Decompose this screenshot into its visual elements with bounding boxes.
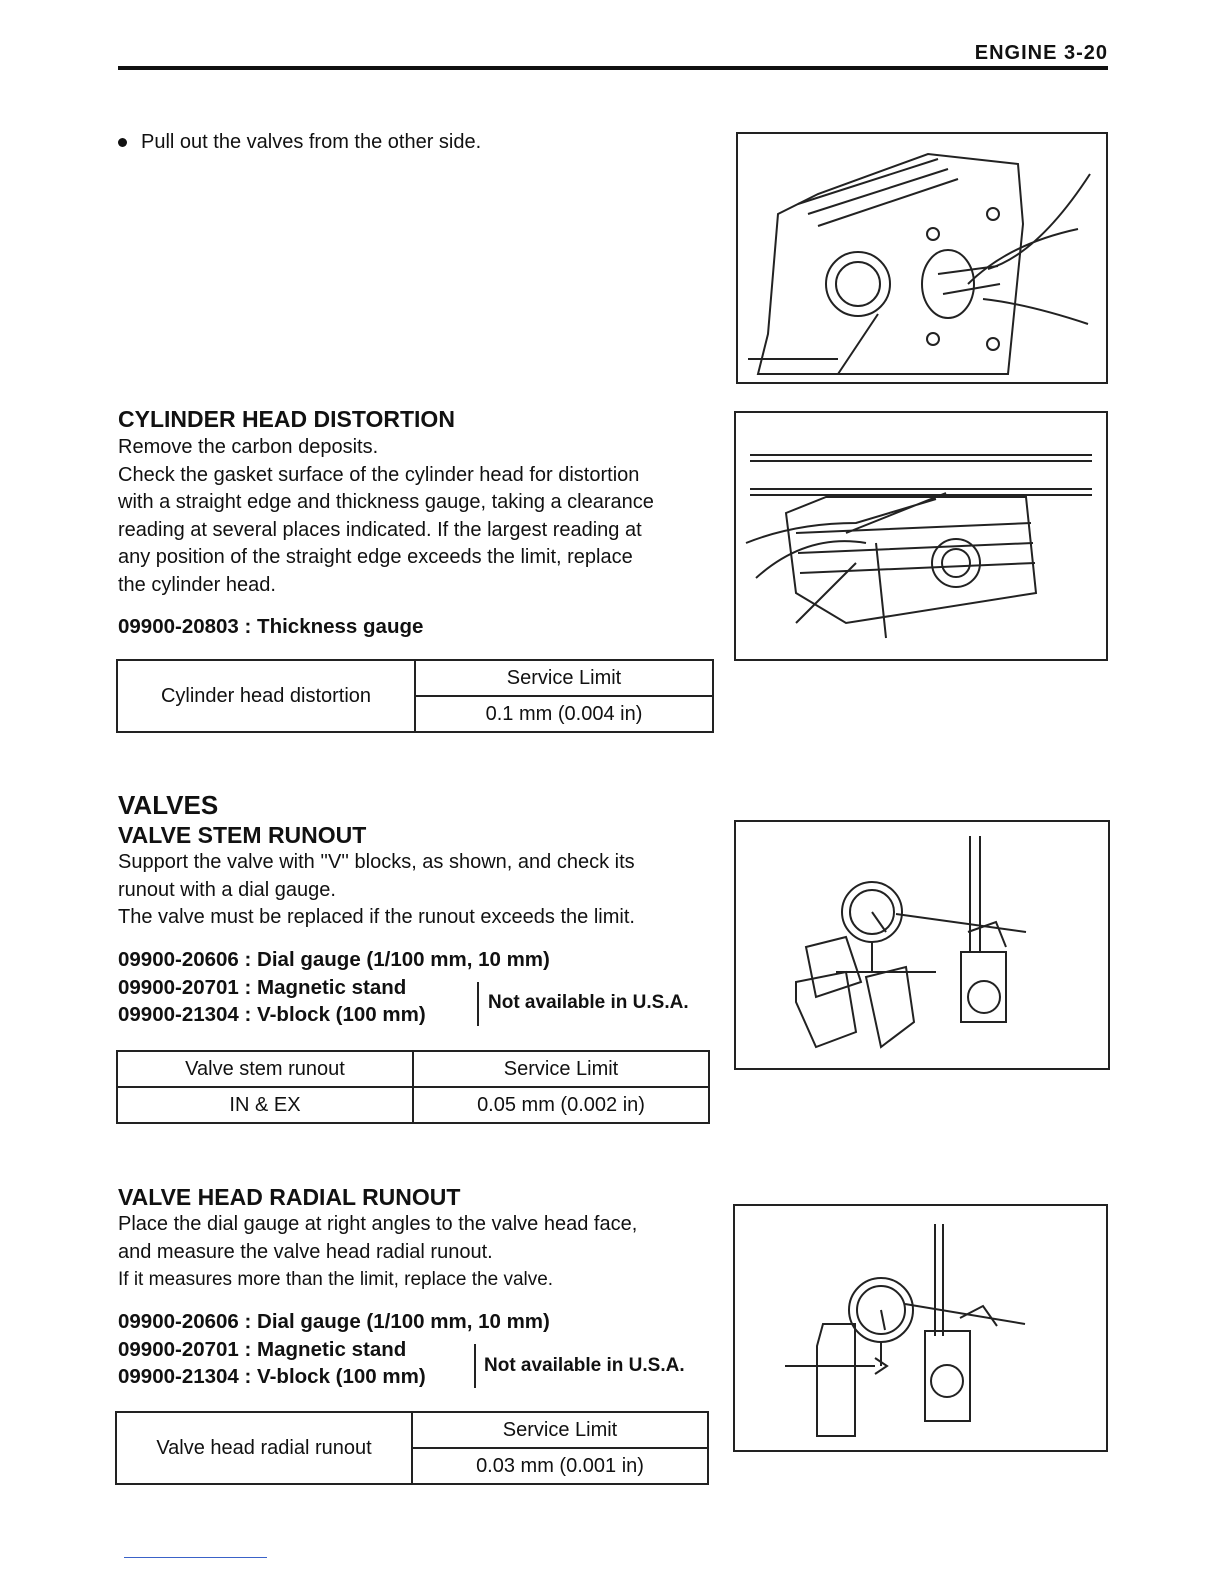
stem-line: The valve must be replaced if the runout exceeds the limit. <box>118 906 635 928</box>
valve-stem-tools <box>118 946 550 1029</box>
head-item: Valve head radial runout <box>116 1412 412 1484</box>
pull-out-instruction: Pull out the valves from the other side. <box>118 129 481 157</box>
stem-limit-header: Service Limit <box>413 1051 709 1087</box>
tool-v-block: 09900-21304 : V-block (100 mm) <box>118 1365 426 1388</box>
head-limit-value: 0.03 mm (0.001 in) <box>412 1448 708 1484</box>
head-line: If it measures more than the limit, replace the valve. <box>118 1269 554 1290</box>
brace-line <box>477 982 479 1026</box>
tool-magnetic-stand: 09900-20701 : Magnetic stand <box>118 1337 407 1361</box>
not-available-note: Not available in U.S.A. <box>488 992 689 1013</box>
tool-dial-gauge: 09900-20606 : Dial gauge (1/100 mm, 10 mm) <box>118 948 550 971</box>
head-line: and measure the valve head radial runout. <box>118 1240 493 1263</box>
distortion-description <box>118 434 718 599</box>
tool-dial-gauge: 09900-20606 : Dial gauge (1/100 mm, 10 mm) <box>118 1310 550 1333</box>
valve-stem-description <box>118 849 718 932</box>
figure-pull-valve <box>736 132 1108 384</box>
distortion-limit-value: 0.1 mm (0.004 in) <box>415 696 713 732</box>
figure-valve-head-runout <box>733 1204 1108 1452</box>
head-line: Place the dial gauge at right angles to the valve head face, <box>118 1213 638 1235</box>
tool-magnetic-stand: 09900-20701 : Magnetic stand <box>118 975 407 999</box>
distortion-line: any position of the straight edge exceeds the limit, replace <box>118 546 633 568</box>
brace-line <box>474 1344 476 1388</box>
valve-head-description <box>118 1211 718 1294</box>
stem-line: runout with a dial gauge. <box>118 878 336 901</box>
distortion-line: reading at several places indicated. If the largest reading at <box>118 518 642 541</box>
distortion-item: Cylinder head distortion <box>117 660 415 732</box>
valve-stem-runout-illustration <box>736 822 1108 1068</box>
valve-head-runout-illustration <box>735 1206 1106 1450</box>
page-header-title: ENGINE 3-20 <box>974 42 1108 64</box>
tool-v-block: 09900-21304 : V-block (100 mm) <box>118 1003 426 1026</box>
cylinder-head-illustration <box>738 134 1106 382</box>
valve-stem-heading: VALVE STEM RUNOUT <box>118 822 367 848</box>
distortion-spec-table <box>116 659 714 733</box>
stem-item: IN & EX <box>117 1087 413 1123</box>
head-limit-header: Service Limit <box>412 1412 708 1448</box>
valve-head-spec-table <box>115 1411 709 1485</box>
distortion-line: Remove the carbon deposits. <box>118 436 379 458</box>
distortion-limit-header: Service Limit <box>415 660 713 696</box>
not-available-note: Not available in U.S.A. <box>484 1355 685 1376</box>
valve-head-heading: VALVE HEAD RADIAL RUNOUT <box>118 1184 461 1210</box>
distortion-heading: CYLINDER HEAD DISTORTION <box>118 406 455 432</box>
thickness-gauge-tool: 09900-20803 : Thickness gauge <box>118 615 424 638</box>
footer-link-line <box>124 1557 267 1558</box>
stem-line: Support the valve with ''V'' blocks, as shown, and check its <box>118 851 635 873</box>
valve-stem-spec-table <box>116 1050 710 1124</box>
header-rule <box>118 66 1108 70</box>
distortion-line: the cylinder head. <box>118 573 276 596</box>
straight-edge-illustration <box>736 413 1106 659</box>
figure-straight-edge <box>734 411 1108 661</box>
figure-valve-stem-runout <box>734 820 1110 1070</box>
distortion-line: with a straight edge and thickness gauge, taking a clearance <box>118 491 654 513</box>
bullet-icon <box>118 138 127 147</box>
stem-item-header: Valve stem runout <box>117 1051 413 1087</box>
valves-heading: VALVES <box>118 790 219 820</box>
stem-limit-value: 0.05 mm (0.002 in) <box>413 1087 709 1123</box>
distortion-line: Check the gasket surface of the cylinder head for distortion <box>118 463 640 486</box>
